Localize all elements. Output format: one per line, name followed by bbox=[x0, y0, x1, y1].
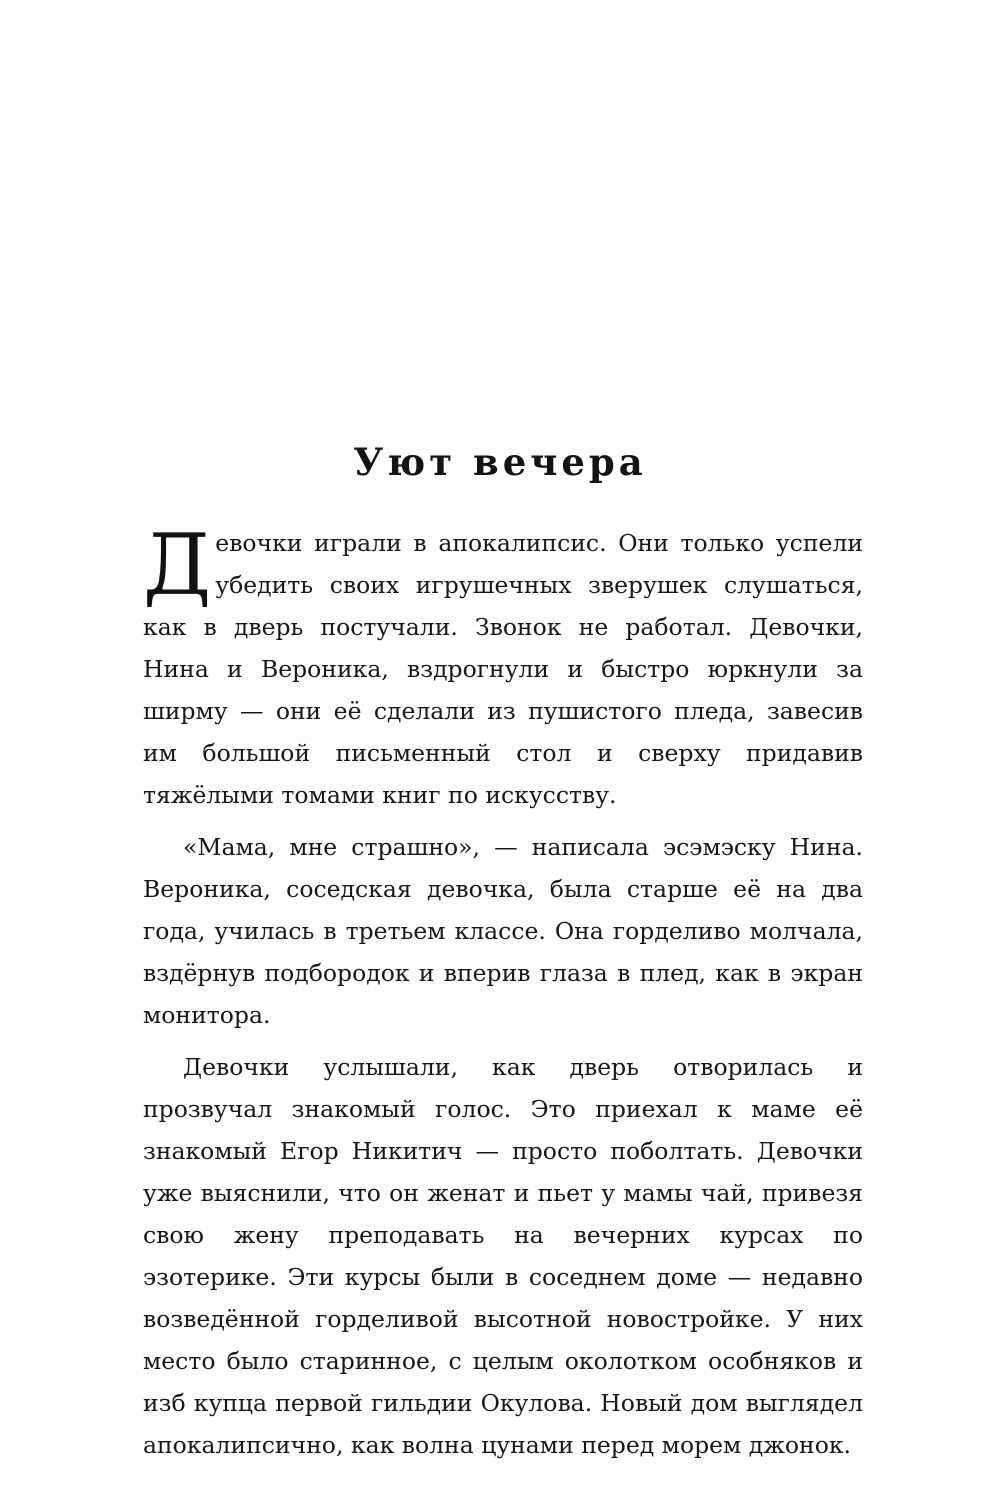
chapter-title: Уют вечера bbox=[353, 440, 647, 484]
paragraph-2: «Мама, мне страшно», — написала эсэмэску Нина. Вероника, соседская девочка, была старше её на два года, училась в третьем классе. Она горделиво молчала, вздёрнув подбородок и вперив глаза в плед, как в экран монитора. bbox=[143, 833, 863, 1029]
drop-cap-letter: Д bbox=[143, 516, 212, 614]
paragraph-1-text: евочки играли в апокалипсис. Они только успели убедить своих игрушечных зверушек слушаться, как в дверь постучали. Звонок не работал. Девочки, Нина и Вероника, вздрогнули и быстро юркнули за ширму — они её сделали из пушистого пледа, завесив им большой письменный стол и сверху придавив тяжёлыми томами книг по искусству. bbox=[143, 529, 863, 809]
paragraph-3: Девочки услышали, как дверь отворилась и прозвучал знакомый голос. Это приехал к маме её знакомый Егор Никитич — просто поболтать. Девочки уже выяснили, что он женат и пьет у мамы чай, привезя свою жену преподавать на вечерних курсах по эзотерике. Эти курсы были в соседнем доме — недавно возведённой горделивой высотной новостройке. У них место было старинное, с целым околотком особняков и изб купца первой гильдии Окулова. Новый дом выглядел апокалипсично, как волна цунами перед морем джонок. bbox=[143, 1053, 863, 1459]
chapter-body bbox=[143, 516, 863, 1476]
paragraph-1 bbox=[143, 516, 863, 816]
